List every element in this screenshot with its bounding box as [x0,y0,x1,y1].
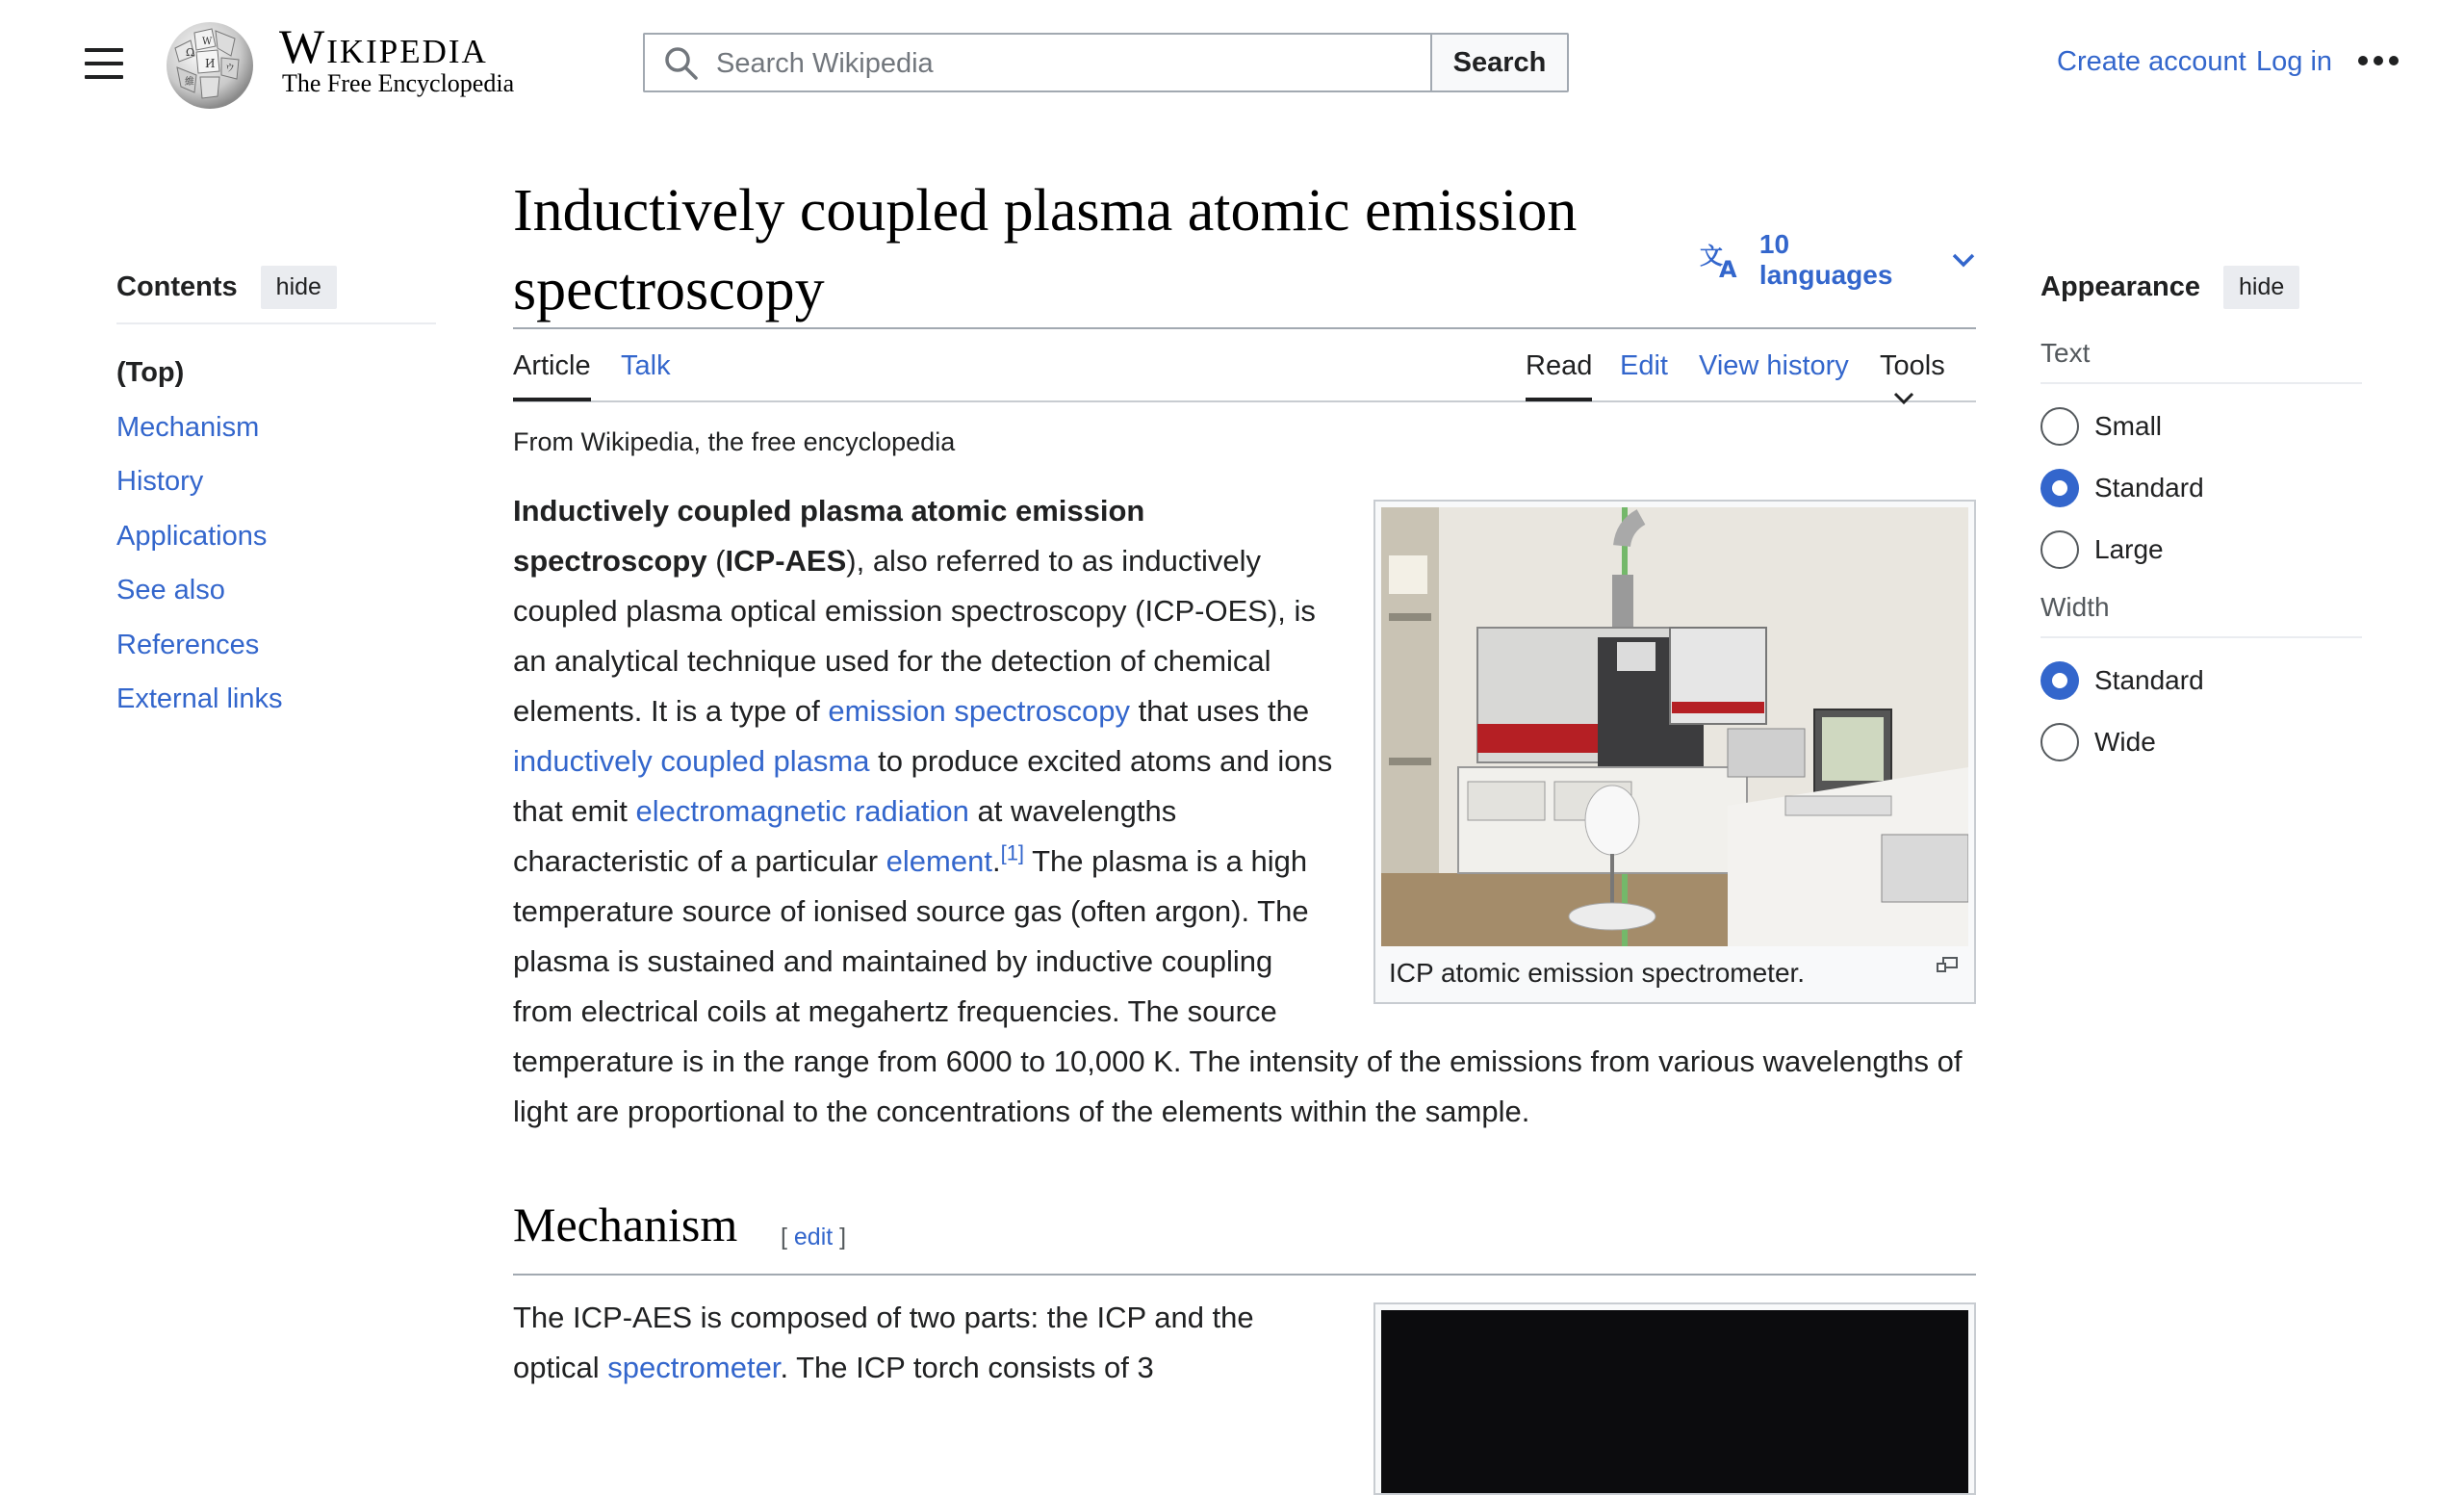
section-edit [781,1224,846,1251]
tab-edit[interactable]: Edit [1620,350,1668,381]
mechanism-image-figure [1373,1302,1976,1495]
width-standard[interactable] [2040,650,2362,711]
page-title: Inductively coupled plasma atomic emission spectroscopy [513,178,1578,322]
section-edit-link[interactable]: edit [793,1224,834,1250]
wikipedia-wordmark[interactable]: Wikipedia [279,19,488,73]
text-size-options [2040,396,2362,580]
wikipedia-globe-logo[interactable] [162,19,258,112]
toc-link[interactable]: See also [116,575,225,606]
appearance-title: Appearance [2040,271,2201,302]
bold-term: Inductively coupled plasma atomic emission spectroscopy [513,494,1145,578]
reference-link[interactable]: [1] [1000,840,1025,865]
title-row [513,164,1976,329]
text-span: that uses the [1129,694,1310,728]
toc-link[interactable]: Applications [116,520,268,552]
toc-link[interactable]: References [116,629,260,660]
width-label: Width [2040,592,2362,638]
text-size-standard[interactable] [2040,457,2362,519]
radio-button[interactable] [2040,723,2079,761]
toc-item-history[interactable] [116,454,436,509]
search-button[interactable]: Search [1430,33,1569,92]
tab-talk[interactable]: Talk [621,350,671,381]
toc-link[interactable]: Mechanism [116,411,260,443]
svg-text:文: 文 [1700,242,1723,270]
spectrometer-photo[interactable] [1381,507,1968,946]
link-electromagnetic-radiation[interactable]: electromagnetic radiation [635,794,969,828]
tab-view-history[interactable]: View history [1699,350,1849,381]
text-span: ), also referred to as inductively coupled plasma optical emission spectroscopy (ICP-OES), is an analytical technique used for the detection of chemical elements. It is a type of [513,544,1316,728]
toc-item-see-also[interactable] [116,563,436,618]
toc-link[interactable]: External links [116,683,283,714]
svg-text:W: W [202,37,213,47]
figure-caption-row [1381,946,1968,996]
page-tabs [513,329,1976,402]
toc-item-references[interactable] [116,618,436,673]
svg-text:ウ: ウ [225,64,235,74]
toc-item-top[interactable]: (Top) [116,357,185,388]
radio-button[interactable] [2040,407,2079,446]
menu-icon[interactable] [85,48,123,79]
language-icon [1700,241,1742,279]
text-size-small[interactable] [2040,396,2362,457]
radio-button-checked[interactable] [2040,661,2079,700]
radio-label: Large [2094,534,2164,564]
radio-label: Wide [2094,727,2156,757]
text-span: . The ICP torch consists of 3 [780,1351,1154,1384]
article-body [513,486,1976,1393]
toc-item-mechanism[interactable] [116,400,436,455]
text-span: to produce excited atoms and ions that emit [513,744,1333,828]
text-size-large[interactable] [2040,519,2362,580]
radio-label: Small [2094,411,2163,441]
text-span: ( [706,544,726,578]
search-icon [664,46,699,81]
chevron-down-icon [1893,392,1914,405]
toc-title: Contents [116,271,238,302]
section-title: Mechanism [513,1198,738,1251]
enlarge-icon[interactable] [1936,956,1959,973]
search-input[interactable] [714,37,1411,90]
section-heading-mechanism [513,1197,1976,1276]
site-sub: From Wikipedia, the free encyclopedia [513,427,956,456]
language-count: 10 languages [1758,229,1893,290]
chevron-down-icon [1951,251,1976,269]
svg-text:A: A [1718,255,1737,279]
text-size-label: Text [2040,338,2362,384]
mechanism-body [513,1293,1976,1393]
site-header [0,0,2464,127]
toc-item-applications[interactable] [116,509,436,564]
appearance-header [2040,265,2362,309]
tab-article[interactable]: Article [513,350,591,401]
create-account-link[interactable]: Create account [2057,46,2246,77]
link-emission-spectroscopy[interactable]: emission spectroscopy [828,694,1130,728]
svg-text:Ω: Ω [186,46,195,59]
link-inductively-coupled-plasma[interactable]: inductively coupled plasma [513,744,870,778]
width-wide[interactable] [2040,711,2362,773]
link-element[interactable]: element [886,844,992,878]
text-span: . [991,844,1001,878]
bracket-close: ] [833,1224,847,1250]
bracket-open: [ [781,1224,794,1250]
toc-link[interactable]: History [116,466,204,497]
log-in-link[interactable]: Log in [2256,46,2333,77]
width-options [2040,650,2362,773]
article-image-figure [1373,500,1976,1004]
toc-list [116,346,436,727]
text-span: The ICP-AES is composed of two parts: the ICP and the optical [513,1301,1254,1384]
radio-button-checked[interactable] [2040,469,2079,507]
table-of-contents [116,265,436,727]
toc-hide-button[interactable]: hide [261,266,337,309]
svg-text:維: 維 [185,77,194,88]
site-tagline: The Free Encyclopedia [282,69,515,97]
radio-button[interactable] [2040,530,2079,569]
article-main [513,164,1976,1495]
toc-header [116,265,436,324]
figure-caption: ICP atomic emission spectrometer. [1389,958,1806,988]
tools-label: Tools [1880,350,1945,381]
bold-abbr: ICP-AES [725,544,847,578]
plasma-torch-photo[interactable] [1381,1310,1968,1493]
text-span: The plasma is a high temperature source of ionised source gas (often argon). The plasma is sustained and maintained by inductive coupling from electrical coils at megahertz frequencies. The source temperature is in the range from 6000 to 10,000 K. The intensity of the emissions from various wavelengths of light are proportional to the concentrations of the elements within the sample. [513,844,1963,1128]
more-icon[interactable] [2358,56,2399,67]
radio-label: Standard [2094,665,2204,695]
appearance-hide-button[interactable]: hide [2223,266,2299,309]
appearance-panel [2040,265,2362,773]
search-box [643,33,1430,92]
svg-text:И: И [205,57,216,70]
language-button[interactable] [1700,229,1976,291]
radio-label: Standard [2094,473,2204,503]
tools-menu[interactable] [1880,350,1976,429]
tab-read[interactable]: Read [1526,350,1592,401]
toc-item-external-links[interactable] [116,672,436,727]
link-spectrometer[interactable]: spectrometer [607,1351,781,1384]
text-span: at wavelengths characteristic of a particular [513,794,1177,878]
